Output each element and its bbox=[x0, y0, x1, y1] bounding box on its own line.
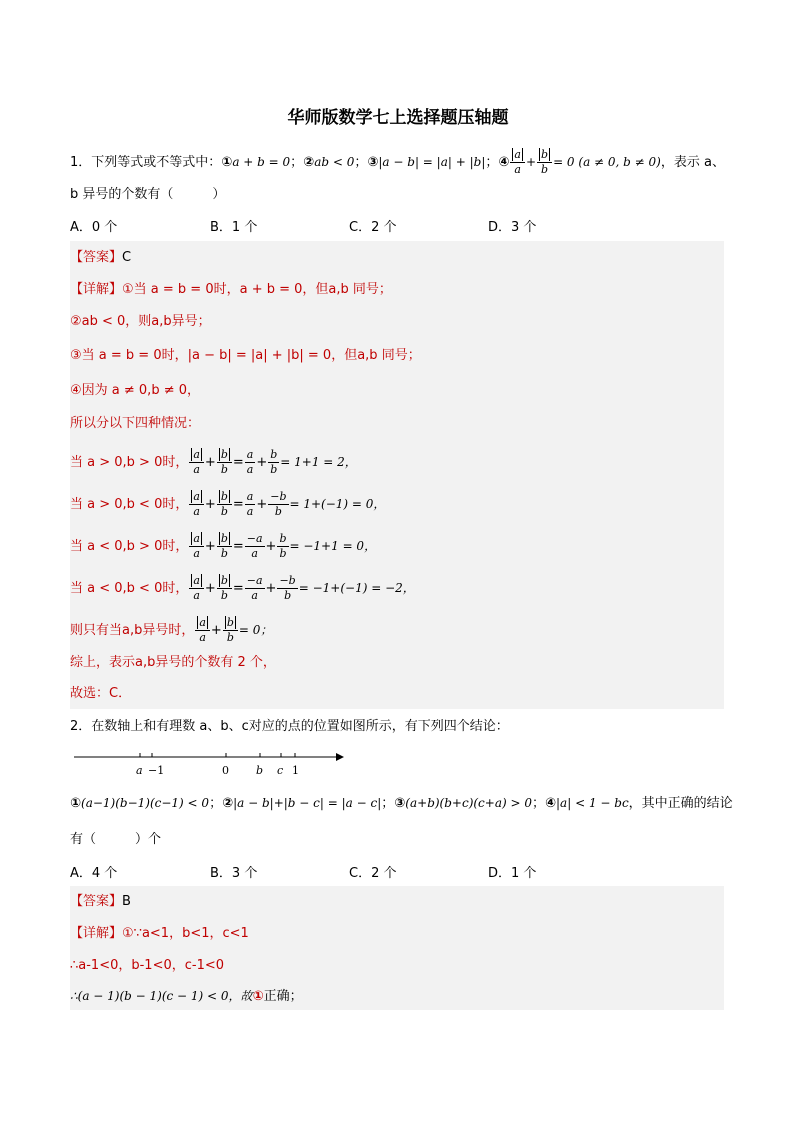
q1-detail-6-prefix: 则只有当a,b异号时， bbox=[70, 623, 195, 638]
q1-case-3-result: = −1+1 = 0， bbox=[289, 539, 377, 553]
q1-answer-label: 【答案】 bbox=[70, 250, 123, 265]
q1-answer-value: C bbox=[122, 250, 132, 265]
q1-option-c: C．2 个 bbox=[349, 220, 397, 235]
q1-number: 1． bbox=[70, 155, 92, 170]
q2-option-a: A．4 个 bbox=[70, 866, 118, 881]
q2-stem-line2: 有（ ）个 bbox=[70, 832, 162, 847]
q2-detail-label: 【详解】 bbox=[70, 926, 123, 941]
q2-detail-2: ∴a-1<0，b-1<0，c-1<0 bbox=[70, 958, 225, 973]
q1-case-2-condition: 当 a > 0,b < 0时， bbox=[70, 497, 189, 512]
q1-choice-4-marker: ④ bbox=[498, 155, 510, 170]
q1-answer bbox=[70, 248, 131, 268]
q1-detail-1: ①当 a = b = 0时，a + b = 0，但a,b 同号； bbox=[122, 282, 392, 297]
q2-choice-2-marker: ② bbox=[222, 796, 234, 811]
q2-stem bbox=[70, 717, 509, 737]
q1-stem-suffix: ，表示 a、 bbox=[660, 155, 725, 170]
page-title: 华师版数学七上选择题压轴题 bbox=[287, 108, 509, 128]
q2-conclusions: ①(a−1)(b−1)(c−1) < 0；②|a − b|+|b − c| = |a − c|；③(a+b)(b+c)(c+a) > 0；④|a| < 1 − bc，其中正确的结论 bbox=[70, 796, 733, 811]
q1-detail-label: 【详解】 bbox=[70, 282, 123, 297]
q1-detail-line1 bbox=[70, 280, 392, 300]
q1-detail-4: ④因为 a ≠ 0,b ≠ 0， bbox=[70, 383, 200, 398]
q1-choice-2-expr: ab < 0 bbox=[314, 155, 355, 169]
q1-stem-line2: b 异号的个数有（ ） bbox=[70, 187, 226, 202]
q2-detail-1: ①∵a<1，b<1，c<1 bbox=[122, 926, 249, 941]
q1-detail-5: 所以分以下四种情况： bbox=[70, 416, 201, 431]
q1-choice-3-marker: ③ bbox=[367, 155, 379, 170]
q2-stem-suffix: ，其中正确的结论 bbox=[628, 796, 733, 811]
q2-choice-1-marker: ① bbox=[70, 796, 82, 811]
q1-choice-1-expr: a + b = 0 bbox=[232, 155, 291, 169]
axis-label-b: b bbox=[256, 764, 264, 777]
q1-detail-8: 故选：C． bbox=[70, 686, 132, 701]
q1-stem-prefix: 下列等式或不等式中： bbox=[91, 155, 222, 170]
q1-detail-7-value: 2 bbox=[237, 655, 246, 670]
q1-case-3-condition: 当 a < 0,b > 0时， bbox=[70, 539, 189, 554]
q1-case-3: 当 a < 0,b > 0时， $\frac{a}{a}$ + $\frac{b}{b}$ = $\frac{-a}{a}$ + $\frac{b}{b}$ = −1+1 = 0， bbox=[70, 532, 377, 560]
q2-option-b: B．3 个 bbox=[210, 866, 258, 881]
q1-case-1: 当 a > 0,b > 0时， $\frac{a}{a}$ + $\frac{b}{b}$ = $\frac{a}{a}$ + $\frac{b}{b}$ = 1+1 = 2， bbox=[70, 448, 357, 476]
q1-case-1-result: = 1+1 = 2， bbox=[280, 455, 357, 469]
q1-choice-4-tail: = 0 (a ≠ 0, b ≠ 0) bbox=[553, 155, 661, 169]
q1-detail-2: ②ab < 0，则a,b异号； bbox=[70, 314, 211, 329]
q1-detail-3: ③当 a = b = 0时，|a − b| = |a| + |b| = 0，但a,b 同号； bbox=[70, 348, 421, 363]
q2-choice-4-expr: |a| < 1 − bc bbox=[556, 796, 629, 810]
q1-choice-2-marker: ② bbox=[303, 155, 315, 170]
q2-choice-3-expr: (a+b)(b+c)(c+a) > 0 bbox=[405, 796, 532, 810]
axis-label-a: a bbox=[136, 764, 143, 777]
q2-option-c: C．2 个 bbox=[349, 866, 397, 881]
q1-choice-1-marker: ① bbox=[221, 155, 233, 170]
q1-option-d: D．3 个 bbox=[488, 220, 537, 235]
q2-number: 2． bbox=[70, 719, 92, 734]
q1-detail-7 bbox=[70, 653, 276, 673]
q1-detail-7-suffix: 个， bbox=[245, 655, 276, 670]
q1-detail-6: 则只有当a,b异号时， $\frac{a}{a}$ + $\frac{b}{b}$ = 0； bbox=[70, 616, 273, 644]
axis-label-zero: 0 bbox=[222, 764, 229, 777]
q1-case-4-result: = −1+(−1) = −2， bbox=[298, 581, 415, 595]
q2-stem-text: 在数轴上和有理数 a、b、c对应的点的位置如图所示，有下列四个结论： bbox=[91, 719, 509, 734]
q1-detail-6-suffix: = 0； bbox=[238, 623, 273, 637]
q1-case-1-condition: 当 a > 0,b > 0时， bbox=[70, 455, 189, 470]
q2-detail-3-prefix: ∴(a − 1)(b − 1)(c − 1) < 0，故 bbox=[70, 989, 253, 1003]
q1-frac-a: $\frac{a}{a}$ bbox=[510, 148, 525, 177]
q2-detail-3-marker: ① bbox=[252, 989, 264, 1004]
q2-number-line bbox=[74, 748, 344, 780]
axis-label-c: c bbox=[277, 764, 284, 777]
q2-choice-2-expr: |a − b|+|b − c| = |a − c| bbox=[233, 796, 382, 810]
q2-option-d: D．1 个 bbox=[488, 866, 537, 881]
q1-option-a: A．0 个 bbox=[70, 220, 118, 235]
q1-case-2-result: = 1+(−1) = 0， bbox=[289, 497, 386, 511]
q2-choice-4-marker: ④ bbox=[545, 796, 557, 811]
q1-case-2: 当 a > 0,b < 0时， $\frac{a}{a}$ + $\frac{b}{b}$ = $\frac{a}{a}$ + $\frac{-b}{b}$ = 1+(−1) = 0， bbox=[70, 490, 386, 518]
axis-label-neg-one: −1 bbox=[148, 764, 165, 777]
q2-answer-label: 【答案】 bbox=[70, 894, 123, 909]
q2-detail-line1 bbox=[70, 924, 249, 944]
axis-label-one: 1 bbox=[292, 764, 299, 777]
q1-option-b: B．1 个 bbox=[210, 220, 258, 235]
q1-detail-7-prefix: 综上，表示a,b异号的个数有 bbox=[70, 655, 238, 670]
q1-case-4-condition: 当 a < 0,b < 0时， bbox=[70, 581, 189, 596]
q2-detail-3-suffix: 正确； bbox=[263, 989, 303, 1004]
q2-choice-1-text: (a−1)(b−1)(c−1) < 0 bbox=[81, 796, 210, 810]
q2-choice-3-marker: ③ bbox=[394, 796, 406, 811]
q1-stem-line1: 1．下列等式或不等式中：①a + b = 0；②ab < 0；③|a − b| = |a| + |b|；④ $\frac{a}{a}$ + $\frac{b}{b}$ = 0 (a ≠ 0, b ≠ 0)，表示 a、 bbox=[70, 148, 725, 176]
q1-case-4: 当 a < 0,b < 0时， $\frac{a}{a}$ + $\frac{b}{b}$ = $\frac{-a}{a}$ + $\frac{-b}{b}$ = −1+(−1) = −2， bbox=[70, 574, 415, 602]
q2-answer bbox=[70, 892, 131, 912]
q1-frac-b: $\frac{b}{b}$ bbox=[537, 148, 552, 177]
q2-detail-3 bbox=[70, 986, 303, 1007]
q1-choice-3-expr: |a − b| = |a| + |b| bbox=[378, 155, 486, 169]
q2-answer-value: B bbox=[122, 894, 131, 909]
